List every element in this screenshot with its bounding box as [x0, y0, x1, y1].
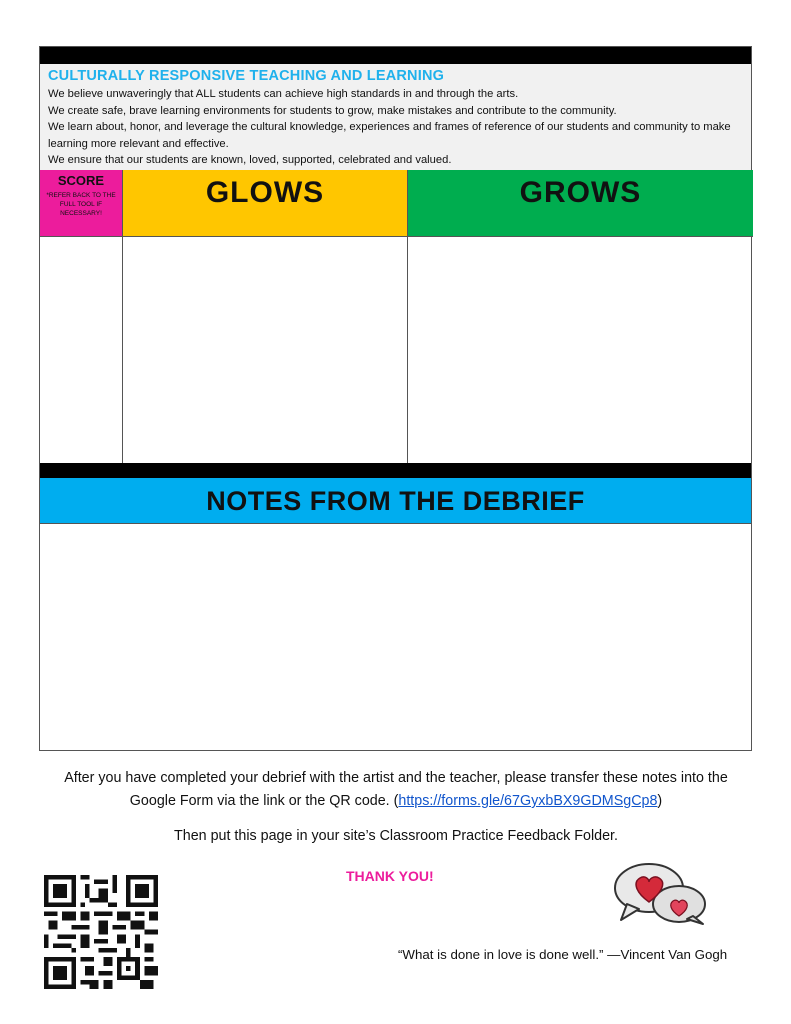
speech-bubble-hearts-icon	[613, 860, 709, 926]
intro-line: We ensure that our students are known, loved, supported, celebrated and valued.	[48, 154, 452, 167]
intro-line: We create safe, brave learning environments for students to grow, make mistakes and contribute to the community.	[48, 104, 617, 117]
instructions-pre: After you have completed your debrief with the artist and the teacher, please transfer these notes into the Google Form via the link or the QR code. (	[64, 770, 728, 809]
glows-header	[123, 170, 408, 236]
score-header	[40, 170, 123, 236]
form-link[interactable]: https://forms.gle/67GyxbBX9GDMSgCp8	[398, 793, 658, 809]
top-black-bar	[40, 47, 751, 64]
notes-title: NOTES FROM THE DEBRIEF	[206, 486, 585, 516]
middle-black-bar	[40, 463, 751, 478]
intro-title: CULTURALLY RESPONSIVE TEACHING AND LEARNING	[48, 68, 445, 84]
glows-input-cell[interactable]	[123, 236, 408, 463]
score-label: SCORE	[57, 173, 105, 188]
grows-label: GROWS	[519, 176, 642, 209]
instructions-post: )	[657, 793, 663, 809]
notes-input-area[interactable]	[40, 524, 751, 751]
score-input-cell[interactable]	[40, 236, 123, 463]
folder-instruction: Then put this page in your site’s Classroom Practice Feedback Folder.	[174, 828, 618, 844]
notes-header	[40, 478, 751, 524]
glows-label: GLOWS	[205, 176, 325, 209]
grows-header	[408, 170, 753, 236]
qr-code-icon[interactable]	[44, 875, 158, 989]
grows-input-cell[interactable]	[408, 236, 753, 463]
intro-line: learning more relevant and effective.	[48, 137, 229, 150]
score-note: *REFER BACK TO THE FULL TOOL IF NECESSARY!	[46, 192, 116, 217]
thank-you-text: THANK YOU!	[346, 868, 434, 884]
feedback-sheet	[39, 46, 752, 751]
instructions-text	[40, 767, 752, 813]
intro-line: We believe unwaveringly that ALL students can achieve high standards in and through the arts.	[48, 88, 519, 100]
quote-text: “What is done in love is done well.” —Vincent Van Gogh	[398, 947, 728, 962]
intro-line: We learn about, honor, and leverage the cultural knowledge, experiences and frames of reference of our students and community to make	[48, 121, 731, 134]
